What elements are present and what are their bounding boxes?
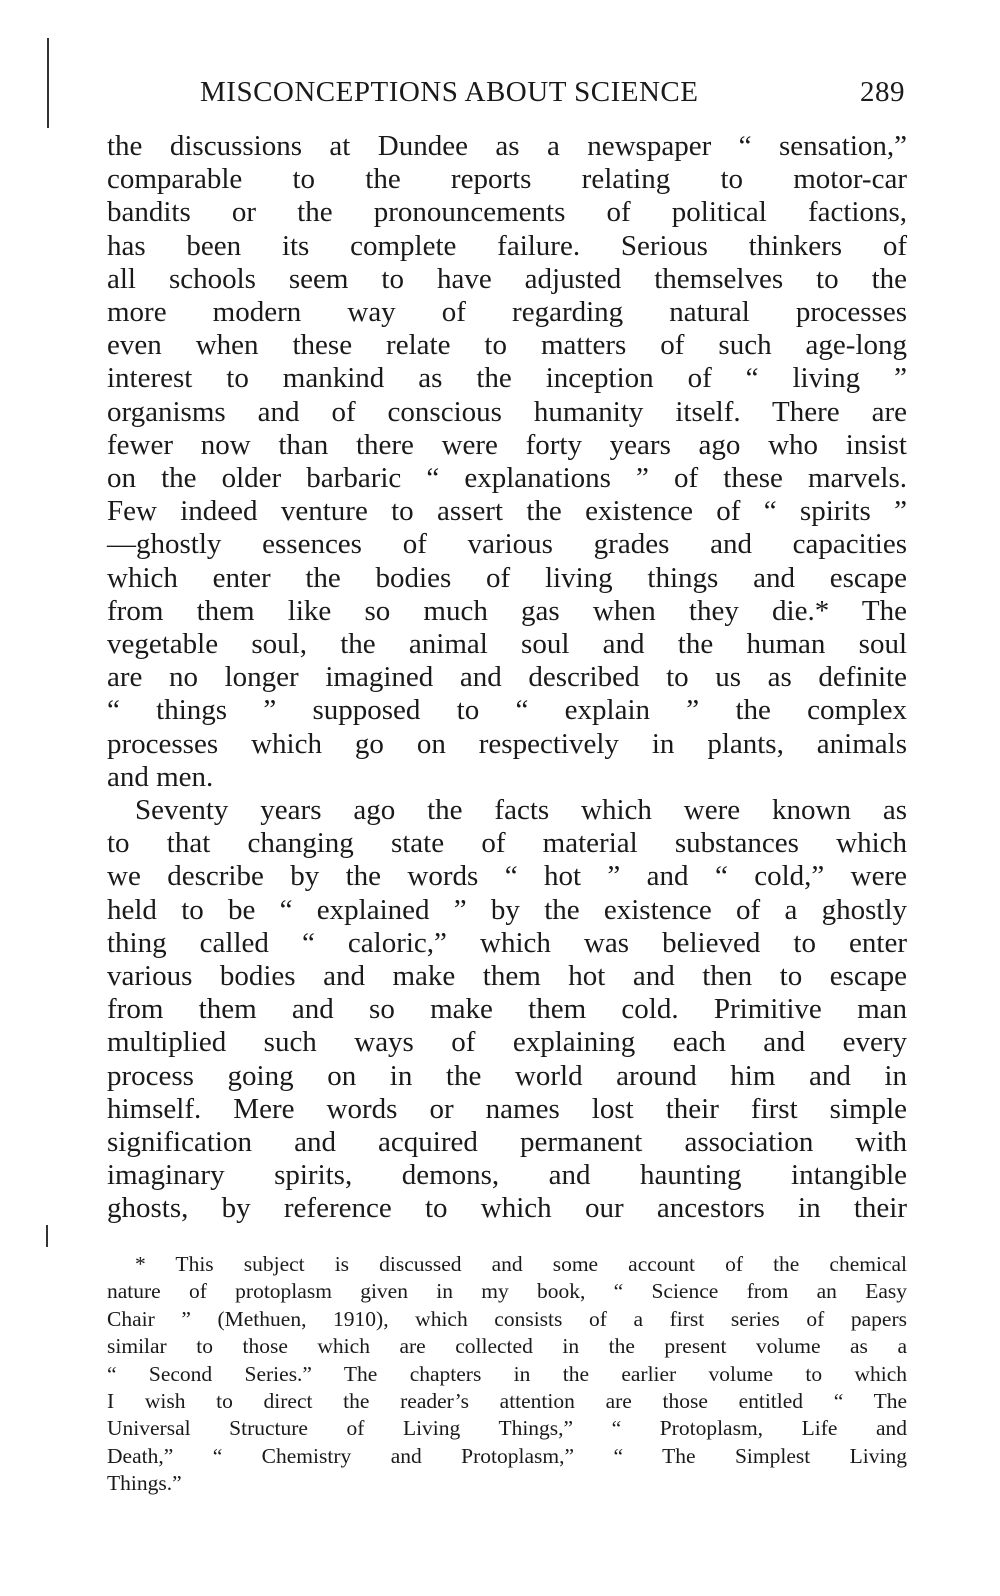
body-text-line: ghosts, by reference to which our ancestors in their <box>107 1192 907 1225</box>
body-text-line: bandits or the pronouncements of political factions, <box>107 196 907 229</box>
body-text-line: organisms and of conscious humanity itself. There are <box>107 395 907 428</box>
body-text-line: even when these relate to matters of such age-long <box>107 329 907 362</box>
footnote-line: Death,” “ Chemistry and Protoplasm,” “ The Simplest Living <box>107 1443 907 1468</box>
body-text-line: the discussions at Dundee as a newspaper “ sensation,” <box>107 130 907 162</box>
body-text-line: from them like so much gas when they die.* The <box>107 594 907 627</box>
body-text-line: Few indeed venture to assert the existence of “ spirits ” <box>107 495 907 528</box>
body-text-line: interest to mankind as the inception of “ living ” <box>107 362 907 395</box>
body-text-line: “ things ” supposed to “ explain ” the complex <box>107 694 907 727</box>
page-number: 289 <box>860 76 905 108</box>
running-header <box>200 76 905 109</box>
footnote-line: * This subject is discussed and some account of the chemical <box>135 1252 907 1276</box>
body-text-line: multiplied such ways of explaining each and every <box>107 1026 907 1059</box>
running-title: MISCONCEPTIONS ABOUT SCIENCE <box>200 76 699 108</box>
body-text-line: himself. Mere words or names lost their first simple <box>107 1092 907 1125</box>
body-text-line: we describe by the words “ hot ” and “ cold,” were <box>107 860 907 893</box>
body-text-line: to that changing state of material substances which <box>107 827 907 860</box>
footnote-line: “ Second Series.” The chapters in the earlier volume to which <box>107 1361 907 1386</box>
footnote-line: nature of protoplasm given in my book, “ Science from an Easy <box>107 1279 907 1304</box>
body-text-line: comparable to the reports relating to motor-car <box>107 163 907 196</box>
body-text-line: fewer now than there were forty years ago who insist <box>107 428 907 461</box>
body-text-line: all schools seem to have adjusted themselves to the <box>107 262 907 295</box>
body-text-line: from them and so make them cold. Primitive man <box>107 993 907 1026</box>
body-text-line: and men. <box>107 760 214 793</box>
body-text-line: are no longer imagined and described to us as definite <box>107 661 907 694</box>
footnote-line: Chair ” (Methuen, 1910), which consists of a first series of papers <box>107 1306 907 1331</box>
body-text-line: process going on in the world around him and in <box>107 1059 907 1092</box>
footnote-line: I wish to direct the reader’s attention are those entitled “ The <box>107 1389 907 1413</box>
scan-artifact-mark <box>46 1225 48 1247</box>
body-text-line: has been its complete failure. Serious thinkers of <box>107 229 907 262</box>
footnote-line: Things.” <box>107 1471 182 1496</box>
footnote-line: similar to those which are collected in the present volume as a <box>107 1334 907 1359</box>
body-text-line: processes which go on respectively in plants, animals <box>107 727 907 760</box>
body-text-line: held to be “ explained ” by the existence of a ghostly <box>107 893 907 926</box>
body-text-line: Seventy years ago the facts which were known as <box>135 794 907 826</box>
body-text-line: —ghostly essences of various grades and capacities <box>107 528 907 561</box>
body-text-line: on the older barbaric “ explanations ” of these marvels. <box>107 462 907 494</box>
scan-artifact-mark <box>47 38 49 128</box>
footnote-line: Universal Structure of Living Things,” “ Protoplasm, Life and <box>107 1416 907 1441</box>
body-text-line: imaginary spirits, demons, and haunting intangible <box>107 1159 907 1192</box>
body-text-line: thing called “ caloric,” which was believed to enter <box>107 926 907 959</box>
body-text-line: various bodies and make them hot and then to escape <box>107 960 907 992</box>
body-text-line: which enter the bodies of living things and escape <box>107 561 907 594</box>
body-text-line: more modern way of regarding natural processes <box>107 296 907 328</box>
body-text-line: signification and acquired permanent association with <box>107 1126 907 1158</box>
body-text-line: vegetable soul, the animal soul and the human soul <box>107 628 907 660</box>
